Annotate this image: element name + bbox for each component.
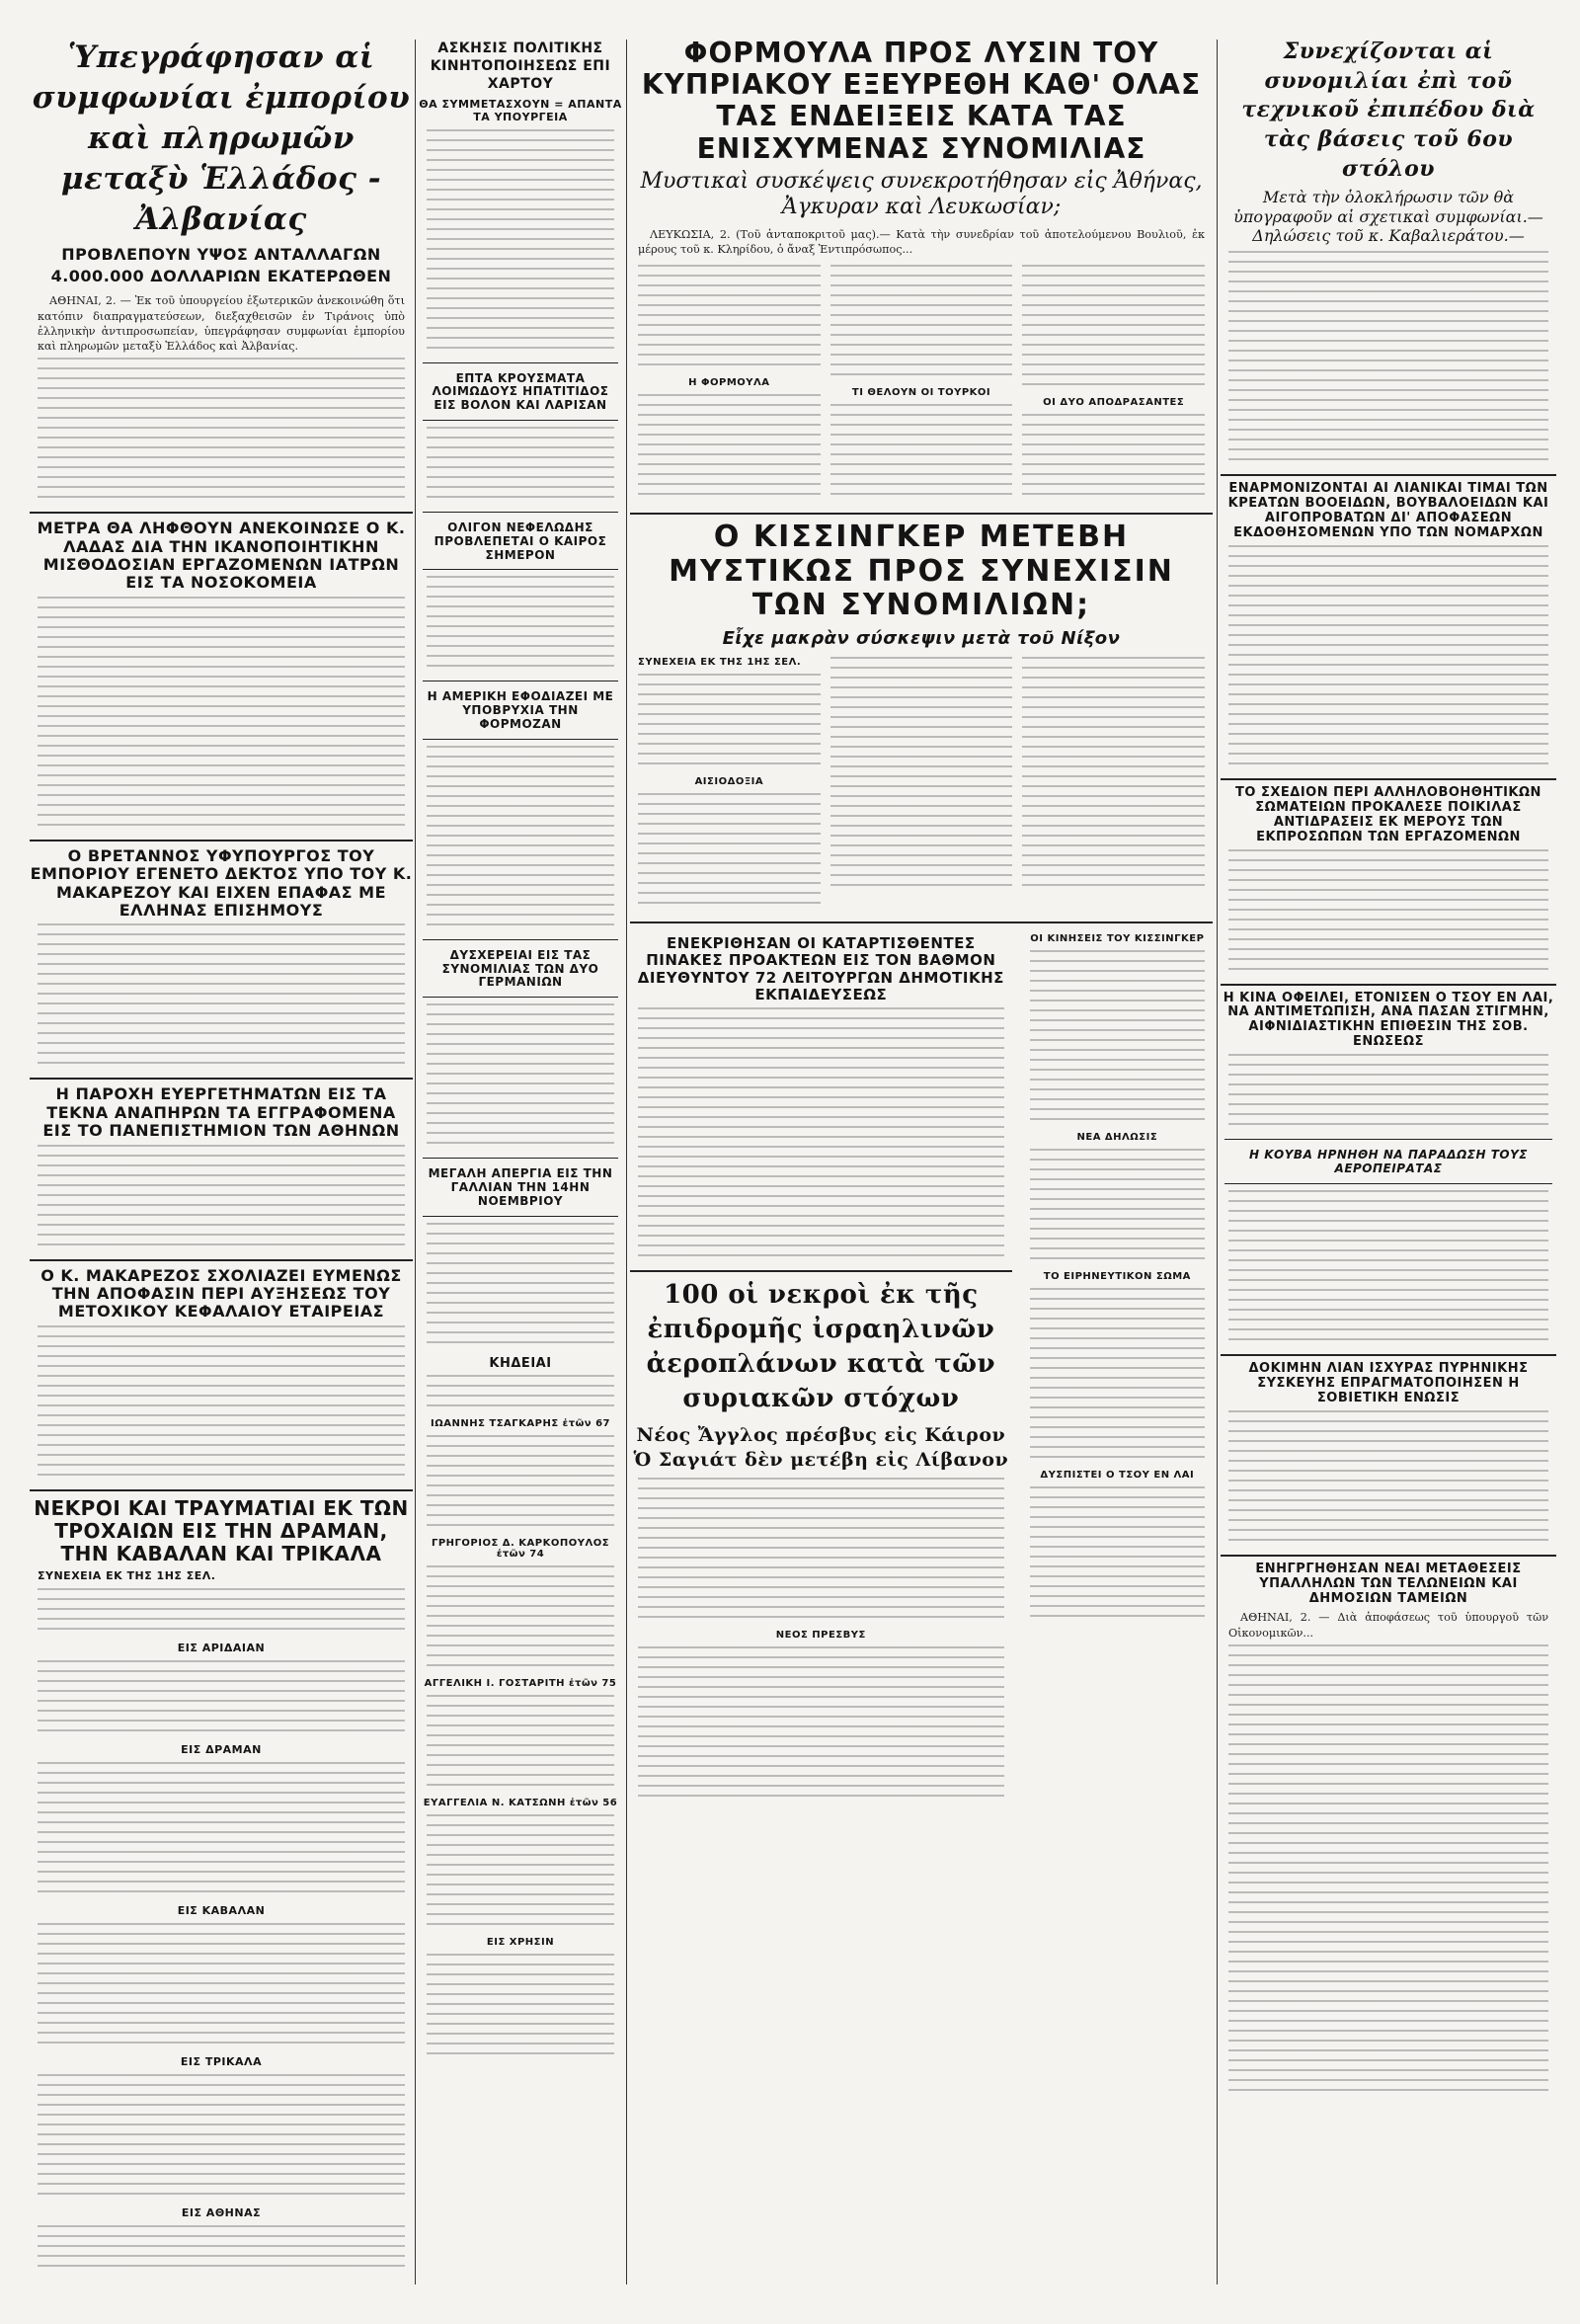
subhead-athens: ΕΙΣ ΑΘΗΝΑΣ [181,2205,262,2219]
headline-israeli-raid: 100 οἱ νεκροὶ ἐκ τῆς ἐπιδρομῆς ἰσραηλινῶν ἀεροπλάνων κατὰ τῶν συριακῶν στόχων [646,1280,996,1414]
headline-customs: ΕΝΗΓΡΓΗΘΗΣΑΝ ΝΕΑΙ ΜΕΤΑΘΕΣΕΙΣ ΥΠΑΛΛΗΛΩΝ ΤΩΝ ΤΕΛΩΝΕΙΩΝ ΚΑΙ ΔΗΜΟΣΙΩΝ ΤΑΜΕΙΩΝ [1255,1561,1522,1606]
body-text-block [1030,1149,1205,1267]
body-text-block [1030,950,1205,1128]
subheadline-israeli-raid: Νέος Ἄγγλος πρέσβυς εἰς Κάιρον Ὁ Σαγιάτ δὲν μετέβη εἰς Λίβανον [633,1423,1009,1472]
column-4 [1221,0,1556,2324]
headline-formosa: Η ΑΜΕΡΙΚΗ ΕΦΟΔΙΑΖΕΙ ΜΕ ΥΠΟΒΡΥΧΙΑ ΤΗΝ ΦΟΡΜΟΖΑΝ [427,689,614,731]
body-text-block [1228,1644,1548,2099]
body-text-block [427,1814,614,1933]
body-text-block [1022,414,1205,503]
section-rule [630,922,1213,923]
lead-paragraph: ΑΘΗΝΑΙ, 2. — Διὰ ἀποφάσεως τοῦ ὑπουργοῦ τῶν Οἰκονομικῶν... [1228,1611,1548,1640]
section-rule [1221,984,1556,986]
subheadline-6th-fleet: Μετὰ τὴν ὁλοκλήρωσιν τῶν θὰ ὑπογραφοῦν αἱ σχετικαὶ συμφωνίαι.— Δηλώσεις τοῦ κ. Καβαλιεράτου.— [1233,188,1543,245]
body-text-block [38,1145,405,1253]
column-rule [626,40,627,2284]
section-rule [1221,474,1556,476]
body-text-block [38,1588,405,1638]
body-text-block [38,358,405,506]
section-rule [30,840,413,841]
article-lead [38,293,405,354]
body-text-block [427,1565,614,1674]
body-text-block [38,1923,405,2051]
body-text-block [1022,265,1205,393]
body-text-block [1030,1288,1205,1466]
column-rule [415,40,416,2284]
body-text-block [38,1762,405,1900]
continued-note: ΣΥΝΕΧΕΙΑ ΕΚ ΤΗΣ 1ΗΣ ΣΕΛ. [638,657,802,669]
body-text-block [427,1954,614,2062]
headline-makarezos: Ο Κ. ΜΑΚΑΡΕΖΟΣ ΣΧΟΛΙΑΖΕΙ ΕΥΜΕΝΩΣ ΤΗΝ ΑΠΟΦΑΣΙΝ ΠΕΡΙ ΑΥΞΗΣΕΩΣ ΤΟΥ ΜΕΤΟΧΙΚΟΥ ΚΕΦΑΛΑΙΟΥ ΕΤΑΙΡΕΙΑΣ [40,1265,402,1322]
headline-albania: Ὑπεγράφησαν αἱ συμφωνίαι ἐμπορίου καὶ πληρωμῶν μεταξὺ Ἑλλάδος - Ἀλβανίας [32,40,411,237]
headline-cuba: Η ΚΟΥΒΑ ΗΡΝΗΘΗ ΝΑ ΠΑΡΑΔΩΣΗ ΤΟΥΣ ΑΕΡΟΠΕΙΡΑΤΑΣ [1249,1148,1528,1176]
kicker-ministries: ΘΑ ΣΥΜΜΕΤΑΣΧΟΥΝ = ΑΠΑΝΤΑ ΤΑ ΥΠΟΥΡΓΕΙΑ [419,97,622,123]
subhead-drama: ΕΙΣ ΔΡΑΜΑΝ [181,1742,262,1756]
body-text-block [38,2074,405,2203]
body-text-block [1022,657,1205,894]
subhead-optimism: ΑΙΣΙΟΔΟΞΙΑ [694,776,764,788]
headline-funerals: ΚΗΔΕΙΑΙ [489,1355,552,1371]
obituary-name: ΑΓΓΕΛΙΚΗ Ι. ΓΟΣΤΑΡΙΤΗ ἐτῶν 75 [424,1678,617,1690]
headline-cyprus: ΦΟΡΜΟΥΛΑ ΠΡΟΣ ΛΥΣΙΝ ΤΟΥ ΚΥΠΡΙΑΚΟΥ ΕΞΕΥΡΕΘΗ ΚΑΘ' ΟΛΑΣ ΤΑΣ ΕΝΔΕΙΞΕΙΣ ΚΑΤΑ ΤΑΣ ΕΝΙΣΧΥΜΕΝΑΣ ΣΥΝΟΜΙΛΙΑΣ [641,37,1202,165]
headline-teachers: ΕΝΕΚΡΙΘΗΣΑΝ ΟΙ ΚΑΤΑΡΤΙΣΘΕΝΤΕΣ ΠΙΝΑΚΕΣ ΠΡΟΑΚΤΕΩΝ ΕΙΣ ΤΟΝ ΒΑΘΜΟΝ ΔΙΕΥΘΥΝΤΟΥ 72 ΛΕΙΤΟΥΡΓΩΝ ΔΗΜΟΤΙΚΗΣ ΕΚΠΑΙΔΕΥΣΕΩΣ [637,934,1004,1003]
body-text-block [1228,545,1548,772]
body-text-block [638,265,821,373]
continued-note: ΣΥΝΕΧΕΙΑ ΕΚ ΤΗΣ 1ΗΣ ΣΕΛ. [38,1568,216,1582]
body-text-block [638,1478,1004,1626]
column-1 [30,0,413,2324]
cyprus-columns [638,261,1205,507]
article-lead [638,227,1205,257]
headline-ladas: ΜΕΤΡΑ ΘΑ ΛΗΦΘΟΥΝ ΑΝΕΚΟΙΝΩΣΕ Ο Κ. ΛΑΔΑΣ ΔΙΑ ΤΗΝ ΙΚΑΝΟΠΟΙΗΤΙΚΗΝ ΜΙΣΘΟΔΟΣΙΑΝ ΕΡΓΑΖΟΜΕΝΩΝ ΙΑΤΡΩΝ ΕΙΣ ΤΑ ΝΟΣΟΚΟΜΕΙΑ [37,519,406,593]
body-text-block [1228,1054,1548,1133]
subhead-trikala: ΕΙΣ ΤΡΙΚΑΛΑ [180,2054,263,2068]
obituary-name: ΓΡΗΓΟΡΙΟΣ Δ. ΚΑΡΚΟΠΟΥΛΟΣ ἐτῶν 74 [431,1538,610,1561]
body-text-block [830,657,1013,894]
box-strike [423,1158,618,1216]
body-text-block [38,923,405,1072]
headline-mutual-aid: ΤΟ ΣΧΕΔΙΟΝ ΠΕΡΙ ΑΛΛΗΛΟΒΟΗΘΗΤΙΚΩΝ ΣΩΜΑΤΕΙΩΝ ΠΡΟΚΑΛΕΣΕ ΠΟΙΚΙΛΑΣ ΑΝΤΙΔΡΑΣΕΙΣ ΕΚ ΜΕΡΟΥΣ ΤΩΝ ΕΚΠΡΟΣΩΠΩΝ ΤΩΝ ΕΡΓΑΖΟΜΕΝΩΝ [1235,784,1541,844]
subhead-new-ambassador: ΝΕΟΣ ΠΡΕΣΒΥΣ [775,1629,866,1641]
lead-paragraph: ΑΘΗΝΑΙ, 2. — Ἐκ τοῦ ὑπουργείου ἐξωτερικῶν ἀνεκοινώθη ὅτι κατόπιν διαπραγματεύσεων, διεξαχθεισῶν ἐν Τιράνοις ὑπὸ ἑλληνικὴν ἀντιπροσωπείαν, ὑπεγράφησαν συμφωνίαι ἐμπορίου καὶ πληρωμῶν μεταξὺ Ἑλλάδος καὶ Ἀλβανίας. [38,294,405,354]
body-text-block [427,427,614,506]
subheadline-cyprus: Μυστικαὶ συσκέψεις συνεκροτήθησαν εἰς Ἀθήνας, Ἀγκυραν καὶ Λευκωσίαν; [640,168,1203,220]
headline-meat-prices: ΕΝΑΡΜΟΝΙΖΟΝΤΑΙ ΑΙ ΛΙΑΝΙΚΑΙ ΤΙΜΑΙ ΤΩΝ ΚΡΕΑΤΩΝ ΒΟΟΕΙΔΩΝ, ΒΟΥΒΑΛΟΕΙΔΩΝ ΚΑΙ ΑΙΓΟΠΡΟΒΑΤΩΝ ΔΙ' ΑΠΟΦΑΣΕΩΝ ΕΚΔΟΘΗΣΟΜΕΝΩΝ ΥΠΟ ΤΩΝ ΝΟΜΑΡΧΩΝ [1227,481,1549,540]
subhead-new-statement: ΝΕΑ ΔΗΛΩΣΙΣ [1076,1132,1158,1144]
box-hepatitis [423,362,618,421]
article-lead [1228,1610,1548,1640]
lower-section [630,929,1213,1808]
kissinger-columns [638,653,1205,916]
body-text-block [1228,1410,1548,1549]
section-rule [1221,778,1556,780]
body-text-block [427,1435,614,1534]
subheadline-kissinger: Εἶχε μακρὰν σύσκεψιν μετὰ τοῦ Νίξον [722,627,1121,649]
box-germanies [423,939,618,998]
headline-weather: ΟΛΙΓΟΝ ΝΕΦΕΛΩΔΗΣ ΠΡΟΒΛΕΠΕΤΑΙ Ο ΚΑΙΡΟΣ ΣΗΜΕΡΟΝ [434,520,607,562]
body-text-block [38,1660,405,1739]
headline-nuclear-test: ΔΟΚΙΜΗΝ ΛΙΑΝ ΙΣΧΥΡΑΣ ΠΥΡΗΝΙΚΗΣ ΣΥΣΚΕΥΗΣ ΕΠΡΑΓΜΑΤΟΠΟΙΗΣΕΝ Η ΣΟΒΙΕΤΙΚΗ ΕΝΩΣΙΣ [1248,1360,1529,1405]
headline-6th-fleet: Συνεχίζονται αἱ συνομιλίαι ἐπὶ τοῦ τεχνικοῦ ἐπιπέδου διὰ τὰς βάσεις τοῦ 6ου στόλου [1241,39,1536,182]
section-rule [30,512,413,514]
headline-british-minister: Ο ΒΡΕΤΑΝΝΟΣ ΥΦΥΠΟΥΡΓΟΣ ΤΟΥ ΕΜΠΟΡΙΟΥ ΕΓΕΝΕΤΟ ΔΕΚΤΟΣ ΥΠΟ ΤΟΥ Κ. ΜΑΚΑΡΕΖΟΥ ΚΑΙ ΕΙΧΕΝ ΕΠΑΦΑΣ ΜΕ ΕΛΛΗΝΑΣ ΕΠΙΣΗΜΟΥΣ [30,845,413,920]
column-2 [419,0,622,2324]
obituary-name: ΙΩΑΝΝΗΣ ΤΣΑΓΚΑΡΗΣ ἐτῶν 67 [431,1418,610,1430]
lead-paragraph: ΛΕΥΚΩΣΙΑ, 2. (Τοῦ ἀνταποκριτοῦ μας).— Κατὰ τὴν συνεδρίαν τοῦ ἀποτελούμενου Βουλιοῦ, ἐκ μέρους τοῦ κ. Κληρίδου, ὁ ἄναξ Ἐντιπρόσωπος... [638,227,1205,256]
box-weather [423,512,618,570]
section-rule [630,513,1213,515]
section-rule [1221,1555,1556,1557]
section-rule [630,1270,1012,1272]
kicker-albania: ΠΡΟΒΛΕΠΟΥΝ ΥΨΟΣ ΑΝΤΑΛΛΑΓΩΝ 4.000.000 ΔΟΛΛΑΡΙΩΝ ΕΚΑΤΕΡΩΘΕΝ [50,244,392,285]
body-text-block [38,2225,405,2275]
box-formosa [423,681,618,739]
section-rule [1221,1354,1556,1356]
obituary-name: ΕΥΑΓΓΕΛΙΑ Ν. ΚΑΤΣΩΝΗ ἐτῶν 56 [423,1798,618,1809]
subhead-aridaia: ΕΙΣ ΑΡΙΔΑΙΑΝ [177,1641,266,1654]
body-text-block [638,793,821,912]
headline-kissinger: Ο ΚΙΣΣΙΝΓΚΕΡ ΜΕΤΕΒΗ ΜΥΣΤΙΚΩΣ ΠΡΟΣ ΣΥΝΕΧΙΣΙΝ ΤΩΝ ΣΥΝΟΜΙΛΙΩΝ; [669,520,1174,622]
body-text-block [1228,849,1548,978]
body-text-block [38,1325,405,1483]
body-text-block [427,1003,614,1152]
section-rule [30,1489,413,1491]
body-text-block [638,674,821,772]
column-rule [1217,40,1218,2284]
subhead-usage: ΕΙΣ ΧΡΗΣΙΝ [486,1937,555,1949]
section-rule [30,1078,413,1080]
body-text-block [1030,1486,1205,1625]
section-rule [30,1259,413,1261]
body-text-block [427,1375,614,1414]
body-text-block [638,1007,1004,1264]
headline-germanies: ΔΥΣΧΕΡΕΙΑΙ ΕΙΣ ΤΑΣ ΣΥΝΟΜΙΛΙΑΣ ΤΩΝ ΔΥΟ ΓΕΡΜΑΝΙΩΝ [441,947,599,990]
body-text-block [638,1646,1004,1804]
column-3 [630,0,1213,2324]
body-text-block [1228,1190,1548,1348]
subhead-kavala: ΕΙΣ ΚΑΒΑΛΑΝ [177,1903,266,1917]
subhead-escapees: ΟΙ ΔΥΟ ΑΠΟΔΡΑΣΑΝΤΕΣ [1043,397,1185,408]
headline-strike: ΜΕΓΑΛΗ ΑΠΕΡΓΙΑ ΕΙΣ ΤΗΝ ΓΑΛΛΙΑΝ ΤΗΝ 14ΗΝ ΝΟΕΜΒΡΙΟΥ [428,1166,613,1208]
body-text-block [638,394,821,503]
subhead-chou: ΔΥΣΠΙΣΤΕΙ Ο ΤΣΟΥ ΕΝ ΛΑΙ [1040,1470,1195,1482]
subhead-peace-corps: ΤΟ ΕΙΡΗΝΕΥΤΙΚΟΝ ΣΩΜΑ [1043,1271,1191,1283]
subhead-turks: ΤΙ ΘΕΛΟΥΝ ΟΙ ΤΟΥΡΚΟΙ [851,387,991,398]
body-text-block [830,404,1013,503]
body-text-block [427,1223,614,1351]
headline-accidents: ΝΕΚΡΟΙ ΚΑΙ ΤΡΑΥΜΑΤΙΑΙ ΕΚ ΤΩΝ ΤΡΟΧΑΙΩΝ ΕΙΣ ΤΗΝ ΔΡΑΜΑΝ, ΤΗΝ ΚΑΒΑΛΑΝ ΚΑΙ ΤΡΙΚΑΛΑ [34,1495,409,1565]
subhead-formula: Η ΦΟΡΜΟΥΛΑ [688,377,770,388]
subhead-kissinger-moves: ΟΙ ΚΙΝΗΣΕΙΣ ΤΟΥ ΚΙΣΣΙΝΓΚΕΡ [1030,933,1205,945]
body-text-block [427,129,614,357]
headline-mobilization: ΑΣΚΗΣΙΣ ΠΟΛΙΤΙΚΗΣ ΚΙΝΗΤΟΠΟΙΗΣΕΩΣ ΕΠΙ ΧΑΡΤΟΥ [430,40,611,93]
body-text-block [830,265,1013,383]
body-text-block [427,576,614,675]
headline-university: Η ΠΑΡΟΧΗ ΕΥΕΡΓΕΤΗΜΑΤΩΝ ΕΙΣ ΤΑ ΤΕΚΝΑ ΑΝΑΠΗΡΩΝ ΤΑ ΕΓΓΡΑΦΟΜΕΝΑ ΕΙΣ ΤΟ ΠΑΝΕΠΙΣΤΗΜΙΟΝ ΤΩΝ ΑΘΗΝΩΝ [42,1084,400,1141]
body-text-block [427,1695,614,1794]
box-cuba [1224,1139,1552,1184]
body-text-block [427,746,614,933]
body-text-block [1228,251,1548,468]
body-text-block [38,597,405,834]
headline-china: Η ΚΙΝΑ ΟΦΕΙΛΕΙ, ΕΤΟΝΙΣΕΝ Ο ΤΣΟΥ ΕΝ ΛΑΙ, ΝΑ ΑΝΤΙΜΕΤΩΠΙΣΗ, ΑΝΑ ΠΑΣΑΝ ΣΤΙΓΜΗΝ, ΑΙΦΝΙΔΙΑΣΤΙΚΗΝ ΕΠΙΘΕΣΙΝ ΤΗΣ ΣΟΒ. ΕΝΩΣΕΩΣ [1223,990,1554,1050]
headline-hepatitis: ΕΠΤΑ ΚΡΟΥΣΜΑΤΑ ΛΟΙΜΩΔΟΥΣ ΗΠΑΤΙΤΙΔΟΣ ΕΙΣ ΒΟΛΟΝ ΚΑΙ ΛΑΡΙΣΑΝ [432,370,609,413]
